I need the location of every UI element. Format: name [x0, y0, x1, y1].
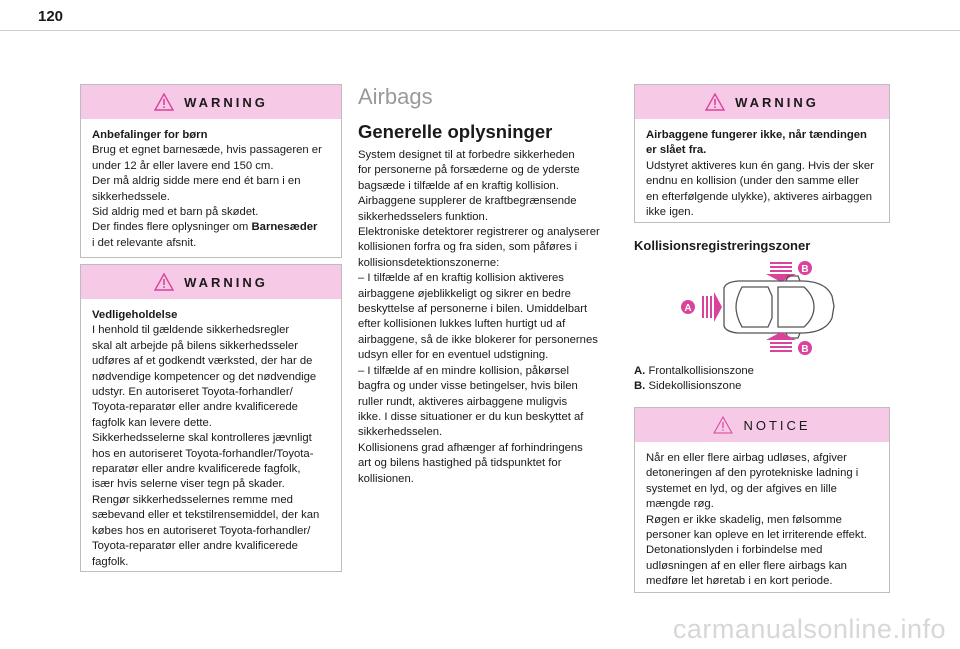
warning-body — [635, 119, 889, 228]
text-line: – I tilfælde af en kraftig kollision aktiveres — [358, 272, 564, 285]
warning-header — [635, 85, 889, 119]
zone-a-label: A — [684, 303, 692, 314]
text-line: under 12 år eller lavere end 150 cm. — [92, 159, 274, 172]
text-line: kollisionen forfra og fra siden, som påføres i — [358, 241, 578, 254]
text-line — [92, 220, 331, 235]
text-line: Der må aldrig sidde mere end ét barn i en — [92, 175, 301, 188]
text-line: Når en eller flere airbag udløses, afgiver — [646, 452, 847, 464]
text-line: udsyn eller for en eventuel udstigning. — [358, 349, 549, 362]
header-rule — [0, 30, 960, 31]
notice-title: NOTICE — [743, 417, 811, 433]
zone-b-bottom-label: B — [801, 344, 809, 355]
text-line: Sikkerhedsselerne skal kontrolleres jævnligt — [92, 432, 312, 445]
warning-title: WARNING — [184, 94, 268, 110]
text-line: personer kan opleve en let irriterende effekt. — [646, 529, 867, 542]
text-line: fagfolk. — [92, 555, 129, 568]
text-line: nødvendige kompetencer og det nødvendige — [92, 370, 317, 383]
text-line: Udstyret aktiveres kun én gang. Hvis der sker — [646, 159, 874, 172]
text-line: System designet til at forbedre sikkerheden — [358, 149, 575, 161]
text-line: detoneringen af den pyrotekniske ladning i — [646, 467, 859, 480]
text-line: sikkerhedsselers funktion. — [358, 210, 488, 223]
text-line: beskyttelse af personerne i bilen. Umiddelbart — [358, 303, 588, 316]
warning-subtitle: Airbaggene fungerer ikke, når tændingen — [646, 129, 867, 141]
text-line: udføres af et godkendt værksted, der har de — [92, 355, 313, 368]
notice-box — [634, 407, 890, 593]
text-line: airbaggene øjeblikkeligt og sikrer en bedre — [358, 287, 571, 300]
text-line: bagsæde i tilfælde af en kraftig kollision. — [358, 179, 559, 192]
text-line: art og bilens hastighed på tidspunktet for — [358, 457, 562, 470]
text-line: Toyota-reparatør eller andre kvalificerede — [92, 540, 298, 553]
warning-title: WARNING — [184, 274, 268, 290]
legend-key: B. — [634, 380, 646, 393]
car-outline-icon — [724, 276, 834, 338]
warning-header — [81, 85, 341, 119]
text-line: Airbaggene supplerer de kraftbegrænsende — [358, 195, 577, 208]
warning-box-children — [80, 84, 342, 258]
text-line: Kollisionens grad afhænger af forhindringens — [358, 441, 583, 454]
notice-body — [635, 442, 889, 598]
text-line: Elektroniske detektorer registrerer og analyserer — [358, 226, 600, 239]
warning-header — [81, 265, 341, 299]
zones-legend — [634, 364, 754, 395]
text-line: skal alt arbejde på bilens sikkerhedsseler — [92, 339, 298, 352]
warning-triangle-icon — [705, 93, 725, 111]
text-line: sæbevand eller et tekstilrensemiddel, der kan — [92, 509, 320, 522]
text-line: mængde røg. — [646, 498, 714, 511]
text-line: bagfra og under visse betingelser, hvis bilen — [358, 380, 578, 393]
notice-header — [635, 408, 889, 442]
text-line: især hvis selerne viser tegn på skader. — [92, 478, 285, 491]
page-number: 120 — [38, 8, 64, 25]
zones-heading: Kollisionsregistreringszoner — [634, 238, 811, 253]
text-line: Røgen er ikke skadelig, men følsomme — [646, 513, 842, 526]
warning-triangle-icon — [154, 273, 174, 291]
text-line: kollisionsdetektionszonerne: — [358, 256, 500, 269]
text-fragment: Der findes flere oplysninger om — [92, 221, 252, 234]
collision-zones-diagram — [676, 256, 846, 358]
text-line: Brug et egnet barnesæde, hvis passageren er — [92, 144, 322, 157]
text-line: ikke. I disse situationer er du kun beskyttet af — [358, 410, 584, 423]
text-line: for personerne på forsæderne og de yderste — [358, 164, 580, 177]
text-line: Sid aldrig med et barn på skødet. — [92, 206, 259, 219]
warning-subtitle: Vedligeholdelse — [92, 309, 178, 321]
text-line: sikkerhedsselen. — [358, 426, 443, 439]
text-line: ruller rundt, aktiveres airbaggene muligvis — [358, 395, 568, 408]
front-zone-arrows — [702, 292, 722, 322]
text-line: kollisionen. — [358, 472, 414, 485]
side-zone-bottom-arrows — [766, 332, 796, 352]
legend-text: Frontalkollisionszone — [648, 365, 754, 377]
text-line: udstyr. En autoriseret Toyota-forhandler/ — [92, 386, 293, 399]
section-title: Airbags — [358, 84, 433, 109]
text-line: systemet en lyd, og der afgives en lille — [646, 482, 837, 495]
text-line: I henhold til gældende sikkerhedsregler — [92, 324, 290, 337]
text-line: i det relevante afsnit. — [92, 236, 197, 249]
main-text — [358, 148, 618, 487]
zone-b-top-label: B — [801, 264, 809, 275]
watermark: carmanualsonline.info — [672, 614, 946, 644]
text-line: udløsningen af en eller flere airbags kan — [646, 559, 847, 572]
legend-key: A. — [634, 365, 646, 377]
text-line: endnu en kollision (under den samme eller — [646, 175, 859, 188]
text-line: købes hos en autoriseret Toyota-forhandler/ — [92, 524, 311, 537]
text-line: reparatør eller andre kvalificerede fagfolk, — [92, 463, 301, 476]
text-line: efter kollisionen lukkes luften hurtigt ud af — [358, 318, 566, 331]
text-line: Rengør sikkerhedsselernes remme med — [92, 493, 293, 506]
legend-item — [634, 379, 754, 394]
text-line: Toyota-reparatør eller andre kvalificerede — [92, 401, 298, 414]
side-zone-top-arrows — [766, 262, 796, 282]
page-heading: Generelle oplysninger — [358, 121, 553, 142]
cross-reference-link: Barnesæder — [251, 221, 318, 234]
text-line: ikke igen. — [646, 206, 694, 219]
text-line: medføre let høretab i en kort periode. — [646, 575, 833, 588]
warning-triangle-icon — [154, 93, 174, 111]
notice-triangle-icon — [713, 416, 733, 434]
warning-body — [81, 299, 341, 578]
legend-item — [634, 364, 754, 379]
text-line: en efterfølgende ulykke), aktiveres airbaggen — [646, 190, 873, 203]
warning-subtitle: Anbefalinger for børn — [92, 129, 208, 141]
legend-text: Sidekollisionszone — [648, 380, 742, 393]
warning-body — [81, 119, 341, 259]
text-line: sikkerhedssele. — [92, 190, 170, 203]
text-line: – I tilfælde af en mindre kollision, påkørsel — [358, 364, 569, 377]
text-line: fagfolk kan levere dette. — [92, 416, 212, 429]
text-line: Detonationslyden i forbindelse med — [646, 544, 823, 557]
warning-subtitle: er slået fra. — [646, 144, 707, 157]
warning-box-airbags — [634, 84, 890, 223]
warning-title: WARNING — [735, 94, 819, 110]
warning-box-maintenance — [80, 264, 342, 572]
text-line: hos en autoriseret Toyota-forhandler/Toyota- — [92, 447, 314, 460]
text-line: airbaggene, så de ikke blokerer for personernes — [358, 333, 598, 346]
